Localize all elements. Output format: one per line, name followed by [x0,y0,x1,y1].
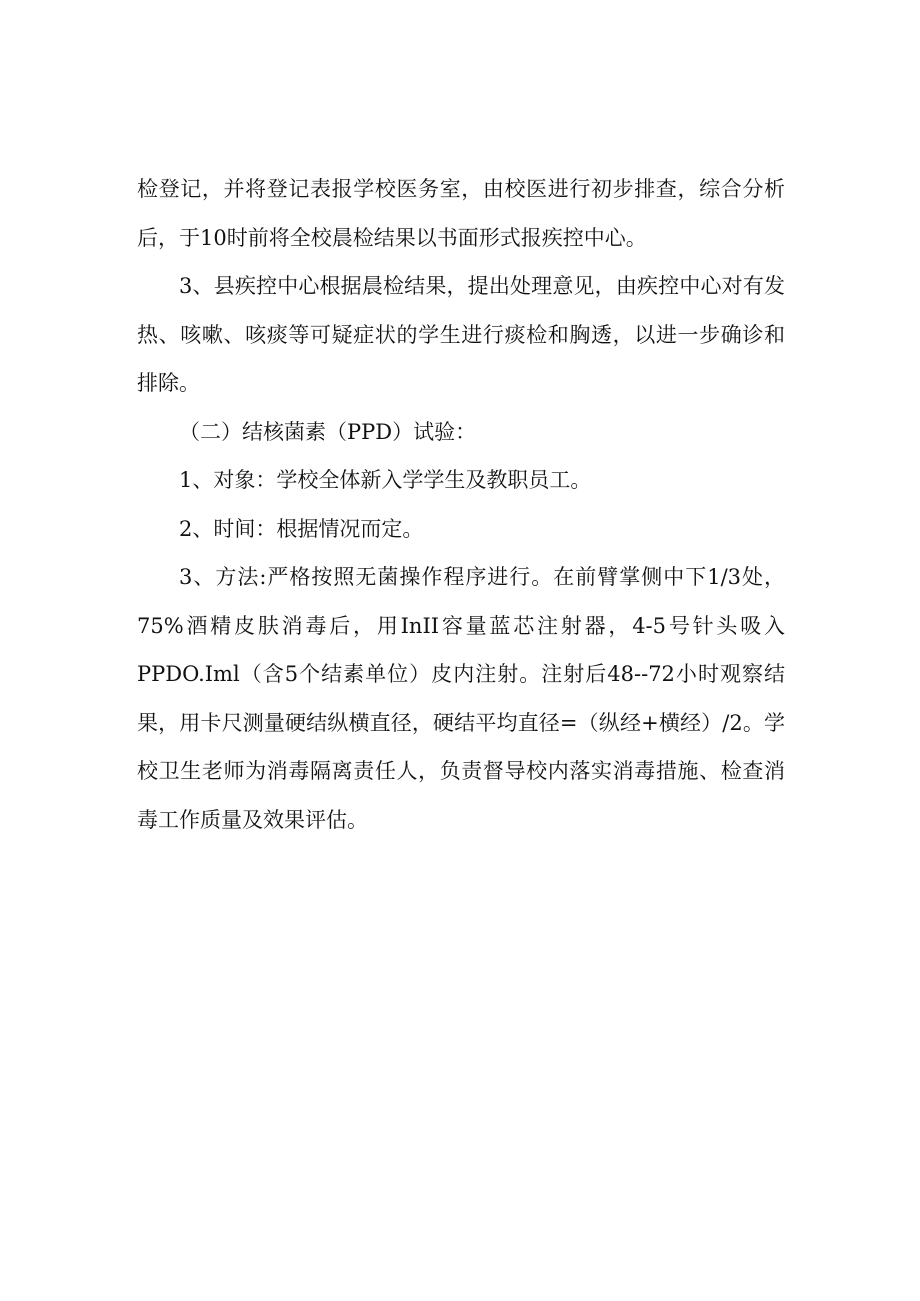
document-body [137,165,785,844]
paragraph-ppd-subjects: 1、对象：学校全体新入学学生及教职员工。 [179,468,592,492]
paragraph-ppd-method: 3、方法:严格按照无菌操作程序进行。在前臂掌侧中下1/3处，75%酒精皮肤消毒后，用InII容量蓝芯注射器，4-5号针头吸入PPDO.Iml（含5个结素单位）皮内注射。注射后48--72小时观察结果，用卡尺测量硬结纵横直径，硬结平均直径=（纵经+横经）/2。学校卫生老师为消毒隔离责任人，负责督导校内落实消毒措施、检查消毒工作质量及效果评估。 [137,565,785,832]
paragraph-cdc-handling: 3、县疾控中心根据晨检结果，提出处理意见，由疾控中心对有发热、咳嗽、咳痰等可疑症状的学生进行痰检和胸透，以进一步确诊和排除。 [137,274,785,395]
paragraph-inspection-record: 检登记，并将登记表报学校医务室，由校医进行初步排查，综合分析后，于10时前将全校晨检结果以书面形式报疾控中心。 [137,177,785,250]
paragraph-ppd-time: 2、时间：根据情况而定。 [179,516,424,541]
section-heading-ppd-test: （二）结核菌素（PPD）试验： [179,419,477,444]
